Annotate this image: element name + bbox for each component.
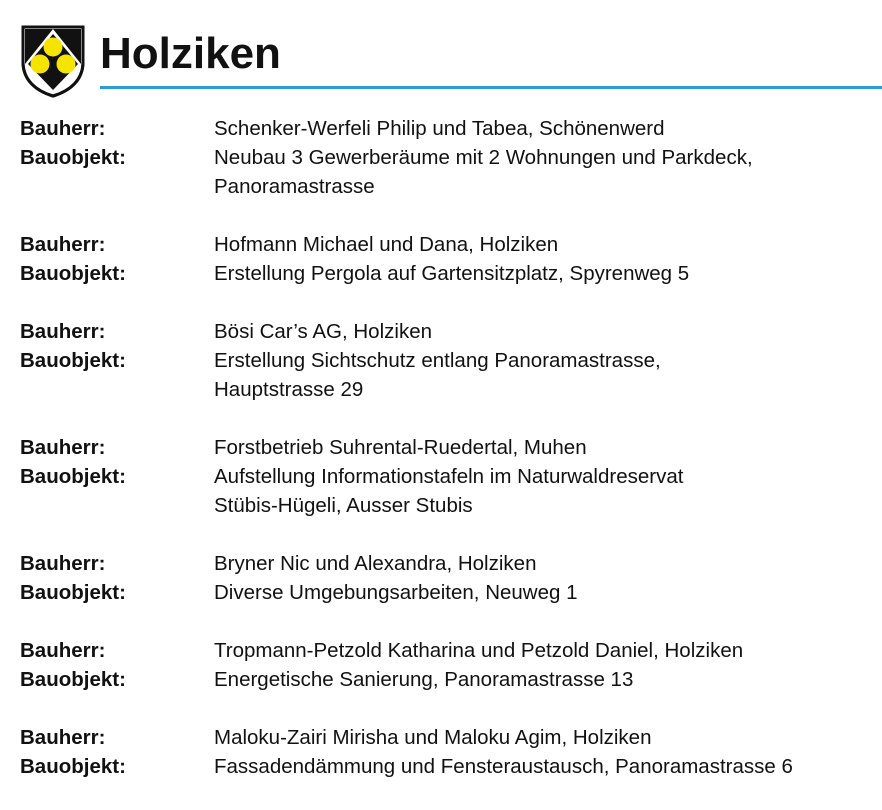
object-value-line: Energetische Sanierung, Panoramastrasse 13 [214,668,634,691]
permit-entry [20,230,882,288]
object-row [20,752,882,781]
object-value-line: Erstellung Pergola auf Gartensitzplatz, Spyrenweg 5 [214,262,690,285]
owner-label: Bauherr: [20,639,106,662]
permit-entry [20,549,882,607]
owner-row [20,317,882,346]
owner-value: Forstbetrieb Suhrental-Ruedertal, Muhen [214,436,587,459]
object-label: Bauobjekt: [20,465,126,488]
object-value-line: Hauptstrasse 29 [214,378,364,401]
owner-label: Bauherr: [20,436,106,459]
object-value-line: Neubau 3 Gewerberäume mit 2 Wohnungen und Parkdeck, [214,146,753,169]
owner-row [20,114,882,143]
owner-row [20,723,882,752]
permit-entry [20,317,882,404]
object-value [214,578,882,607]
owner-row [20,636,882,665]
object-label: Bauobjekt: [20,146,126,169]
object-value [214,665,882,694]
owner-label: Bauherr: [20,552,106,575]
municipal-crest-icon [20,24,86,98]
owner-label: Bauherr: [20,117,106,140]
object-value [214,462,882,520]
object-row [20,578,882,607]
header [20,24,882,94]
object-label: Bauobjekt: [20,581,126,604]
owner-label: Bauherr: [20,726,106,749]
object-row [20,462,882,520]
owner-value: Schenker-Werfeli Philip und Tabea, Schönenwerd [214,117,665,140]
permit-entry [20,723,882,781]
object-value-line: Aufstellung Informationstafeln im Naturwaldreservat [214,465,684,488]
owner-label: Bauherr: [20,233,106,256]
object-row [20,143,882,201]
building-permit-list [20,114,882,810]
object-value-line: Panoramastrasse [214,175,375,198]
object-value [214,259,882,288]
permit-entry [20,433,882,520]
page-title: Holziken [100,29,281,78]
owner-value: Tropmann-Petzold Katharina und Petzold Daniel, Holziken [214,639,744,662]
object-value [214,752,882,781]
object-value-line: Diverse Umgebungsarbeiten, Neuweg 1 [214,581,578,604]
object-row [20,346,882,404]
owner-row [20,230,882,259]
object-value-line: Stübis-Hügeli, Ausser Stubis [214,494,473,517]
object-row [20,259,882,288]
owner-row [20,433,882,462]
object-label: Bauobjekt: [20,262,126,285]
object-value-line: Erstellung Sichtschutz entlang Panoramastrasse, [214,349,661,372]
object-value [214,346,882,404]
owner-label: Bauherr: [20,320,106,343]
object-label: Bauobjekt: [20,349,126,372]
object-row [20,665,882,694]
object-label: Bauobjekt: [20,755,126,778]
permit-entry [20,114,882,201]
owner-value: Hofmann Michael und Dana, Holziken [214,233,559,256]
header-divider [100,86,882,89]
owner-value: Bösi Car’s AG, Holziken [214,320,432,343]
object-label: Bauobjekt: [20,668,126,691]
permit-entry [20,636,882,694]
owner-row [20,549,882,578]
owner-value: Maloku-Zairi Mirisha und Maloku Agim, Holziken [214,726,652,749]
owner-value: Bryner Nic und Alexandra, Holziken [214,552,537,575]
object-value-line: Fassadendämmung und Fensteraustausch, Panoramastrasse 6 [214,755,793,778]
object-value [214,143,882,201]
